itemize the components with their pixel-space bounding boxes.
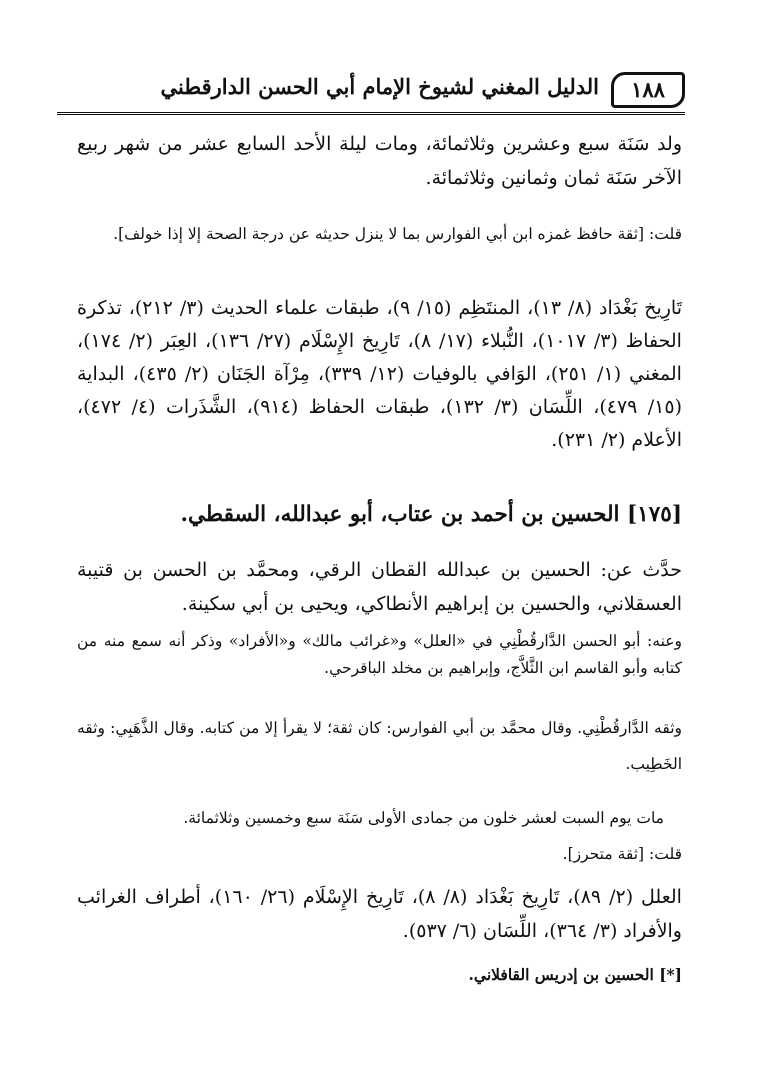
page-number: ١٨٨: [611, 72, 685, 108]
entry-sources-paragraph: العلل (٢/ ٨٩)، تَارِيخ بَغْدَاد (٨/ ٨)، تَارِيخ الإِسْلَام (٢٦/ ١٦٠)، أطراف الغرائب والأفراد (٣/ ٣٦٤)، اللِّسَان (٦/ ٥٣٧).: [77, 886, 682, 942]
verdict-paragraph: قلت: [ثقة متحرز].: [562, 845, 682, 863]
death-date-paragraph: مات يوم السبت لعشر خلون من جمادى الأولى سَنَة سبع وخمسين وثلاثمائة.: [183, 809, 664, 827]
cross-reference-entry: [*] الحسين بن إدريس القافلاني.: [468, 965, 682, 984]
header-rule: [57, 112, 685, 115]
sources-paragraph: تَارِيخ بَغْدَاد (٨/ ١٣)، المنتَظِم (١٥/ ٩)، طبقات علماء الحديث (٣/ ٢١٢)، تذكرة الحفاظ (٣/ ١٠١٧)، النُّبلاء (١٧/ ٨)، تَارِيخ الإِسْلَام (٢٧/ ١٣٦)، العِبَر (٢/ ١٧٤)، المغني (١/ ٢٥١)، الوَافي بالوفيات (١٢/ ٣٣٩)، مِرْآة الجَنَان (٢/ ٤٣٥)، البداية (١٥/ ٤٧٩)، اللِّسَان (٣/ ١٣٢)، طبقات الحفاظ (٩١٤)، الشَّذَرات (٤/ ٤٧٢)، الأعلام (٢/ ٢٣١).: [77, 297, 682, 451]
grading-paragraph: وثقه الدَّارقُطْنِي. وقال محمَّد بن أبي الفوارس: كان ثقة؛ لا يقرأ إلا من كتابه. وقال الذَّهَبِي: وثقه الخَطِيب.: [77, 719, 682, 773]
narrated-from-paragraph: حدَّث عن: الحسين بن عبدالله القطان الرقي، ومحمَّد بن الحسن بن قتيبة العسقلاني، والحسين بن إبراهيم الأنطاكي، ويحيى بن أبي سكينة.: [77, 559, 682, 615]
author-note-paragraph: قلت: [ثقة حافظ غمزه ابن أبي الفوارس بما لا ينزل حديثه عن درجة الصحة إلا إذا خولف].: [113, 225, 682, 243]
page-header: [57, 72, 685, 114]
birth-death-paragraph: ولد سَنَة سبع وعشرين وثلاثمائة، ومات ليلة الأحد السابع عشر من شهر ربيع الآخر سَنَة ثمان وثمانين وثلاثمائة.: [77, 133, 682, 189]
narrators-paragraph: وعنه: أبو الحسن الدَّارقُطْنِي في «العلل» و«غرائب مالك» و«الأفراد» وذكر أنه سمع منه من كتابه وأبو القاسم ابن الثَّلاَّج، وإبراهيم بن مخلد الباقرحي.: [77, 632, 682, 677]
entry-heading: [١٧٥] الحسين بن أحمد بن عتاب، أبو عبدالله، السقطي.: [180, 502, 682, 527]
running-title: الدليل المغني لشيوخ الإمام أبي الحسن الدارقطني: [160, 74, 599, 99]
